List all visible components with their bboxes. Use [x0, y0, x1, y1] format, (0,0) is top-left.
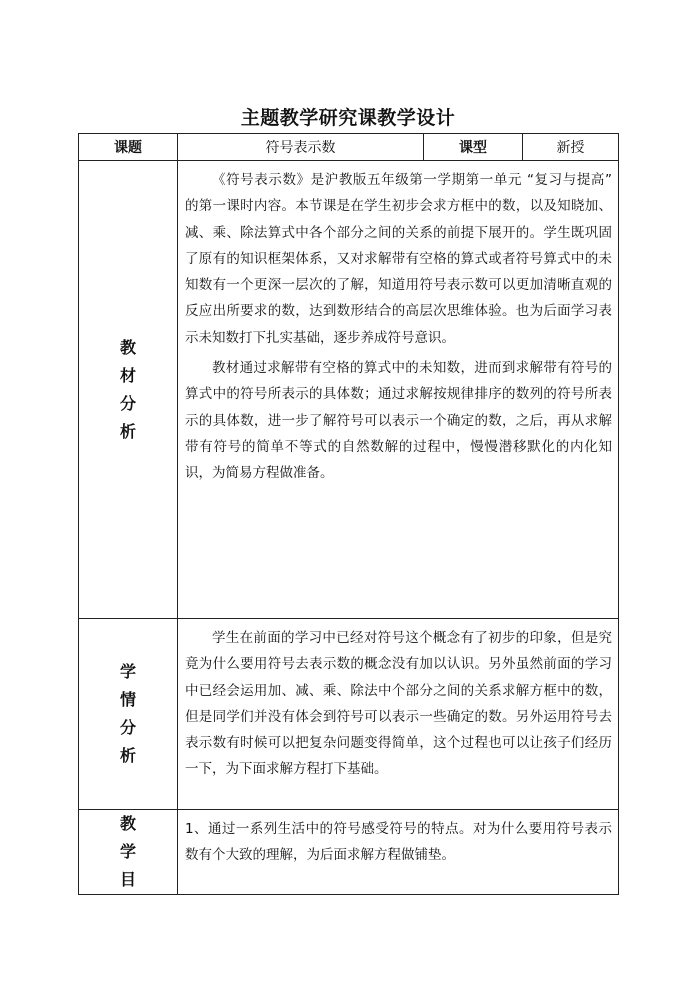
student-analysis-content: [178, 619, 619, 810]
header-row: [79, 134, 619, 161]
textbook-analysis-label: 教 材 分 析: [79, 161, 178, 619]
topic-label: 课题: [79, 134, 178, 161]
textbook-analysis-content: [178, 161, 619, 619]
topic-value: 符号表示数: [178, 134, 424, 161]
textbook-analysis-paragraph: 教材通过求解带有空格的算式中的未知数，进而到求解带有符号的算式中的符号所表示的具体数；通过求解按规律排序的数列的符号所表示的具体数，进一步了解符号可以表示一个确定的数，之后，再从求解带有符号的简单不等式的自然数解的过程中，慢慢潜移默化的内化知识，为简易方程做准备。: [185, 360, 612, 482]
type-value: 新授: [523, 134, 619, 161]
student-analysis-paragraph: 学生在前面的学习中已经对符号这个概念有了初步的印象，但是究竟为什么要用符号去表示数的概念没有加以认识。另外虽然前面的学习中已经会运用加、减、乘、除法中个部分之间的关系求解方框中的数，但是同学们并没有体会到符号可以表示一些确定的数。另外运用符号去表示数有时候可以把复杂问题变得简单，这个过程也可以让孩子们经历一下，为下面求解方程打下基础。: [185, 630, 612, 778]
teaching-goals-row: [79, 810, 619, 895]
teaching-goal-item: 1、通过一系列生活中的符号感受符号的特点。对为什么要用符号表示数有个大致的理解，为后面求解方程做铺垫。: [185, 821, 612, 864]
type-label: 课型: [424, 134, 523, 161]
teaching-goals-content: [178, 810, 619, 895]
textbook-analysis-paragraph: 《符号表示数》是沪教版五年级第一学期第一单元 “复习与提高” 的第一课时内容。本节课是在学生初步会求方框中的数，以及知晓加、减、乘、除法算式中各个部分之间的关系的前提下展开的。学生既巩固了原有的知识框架体系，又对求解带有空格的算式或者符号算式中的未知数有一个更深一层次的了解，知道用符号表示数可以更加清晰直观的反应出所要求的数，达到数形结合的高层次思维体验。也为后面学习表示未知数打下扎实基础，逐步养成符号意识。: [185, 172, 612, 346]
document-title: 主题教学研究课教学设计: [240, 107, 456, 129]
lesson-plan-table: [78, 133, 619, 895]
teaching-goals-label: 教 学 目: [79, 810, 178, 895]
student-analysis-row: [79, 619, 619, 810]
student-analysis-label: 学 情 分 析: [79, 619, 178, 810]
textbook-analysis-row: [79, 161, 619, 619]
